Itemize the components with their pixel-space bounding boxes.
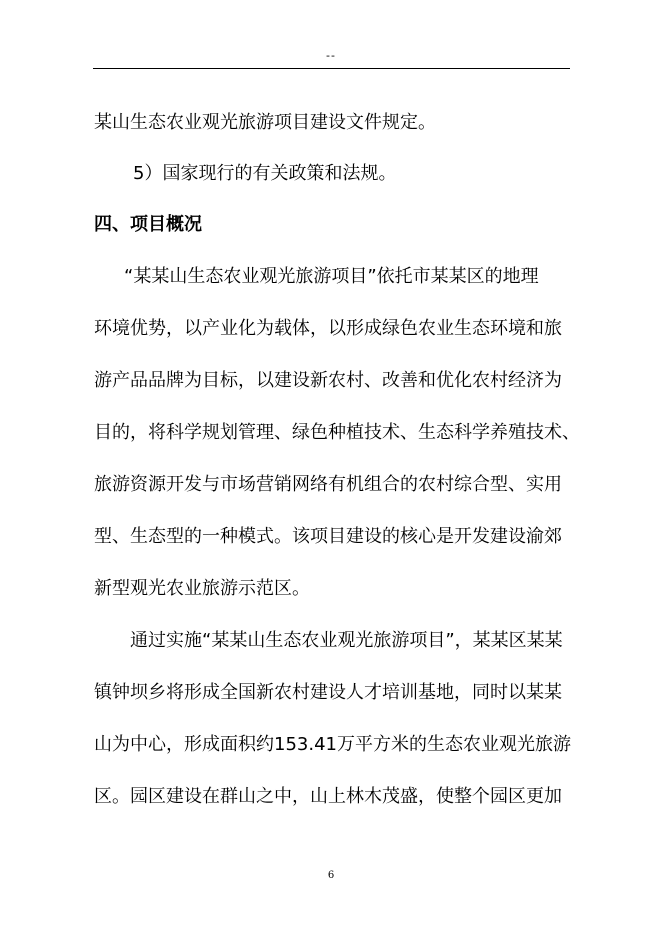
body-line: 环境优势，以产业化为载体，以形成绿色农业生态环境和旅 xyxy=(94,318,562,339)
body-line: 山为中心，形成面积约153.41万平方米的生态农业观光旅游 xyxy=(94,734,571,755)
paragraph-first-line: “某某山生态农业观光旅游项目”依托市某某区的地理 xyxy=(124,266,539,287)
body-line: 旅游资源开发与市场营销网络有机组合的农村综合型、实用 xyxy=(94,474,562,495)
body-line: 新型观光农业旅游示范区。 xyxy=(94,578,310,599)
body-line: 型、生态型的一种模式。该项目建设的核心是开发建设渝郊 xyxy=(94,526,562,547)
section-heading: 四、项目概况 xyxy=(94,214,202,235)
body-line: 目的，将科学规划管理、绿色种植技术、生态科学养殖技术、 xyxy=(94,422,580,443)
page-number: 6 xyxy=(327,870,335,881)
body-line: 某山生态农业观光旅游项目建设文件规定。 xyxy=(94,112,436,133)
paragraph-first-line: 通过实施“某某山生态农业观光旅游项目”，某某区某某 xyxy=(130,630,563,651)
body-line: 区。园区建设在群山之中，山上林木茂盛，使整个园区更加 xyxy=(94,786,562,807)
page-header-mark: -- xyxy=(326,49,336,62)
header-rule xyxy=(93,68,570,69)
body-line: 游产品品牌为目标，以建设新农村、改善和优化农村经济为 xyxy=(94,370,562,391)
body-line: 5）国家现行的有关政策和法规。 xyxy=(133,163,397,184)
body-line: 镇钟坝乡将形成全国新农村建设人才培训基地，同时以某某 xyxy=(94,682,562,703)
